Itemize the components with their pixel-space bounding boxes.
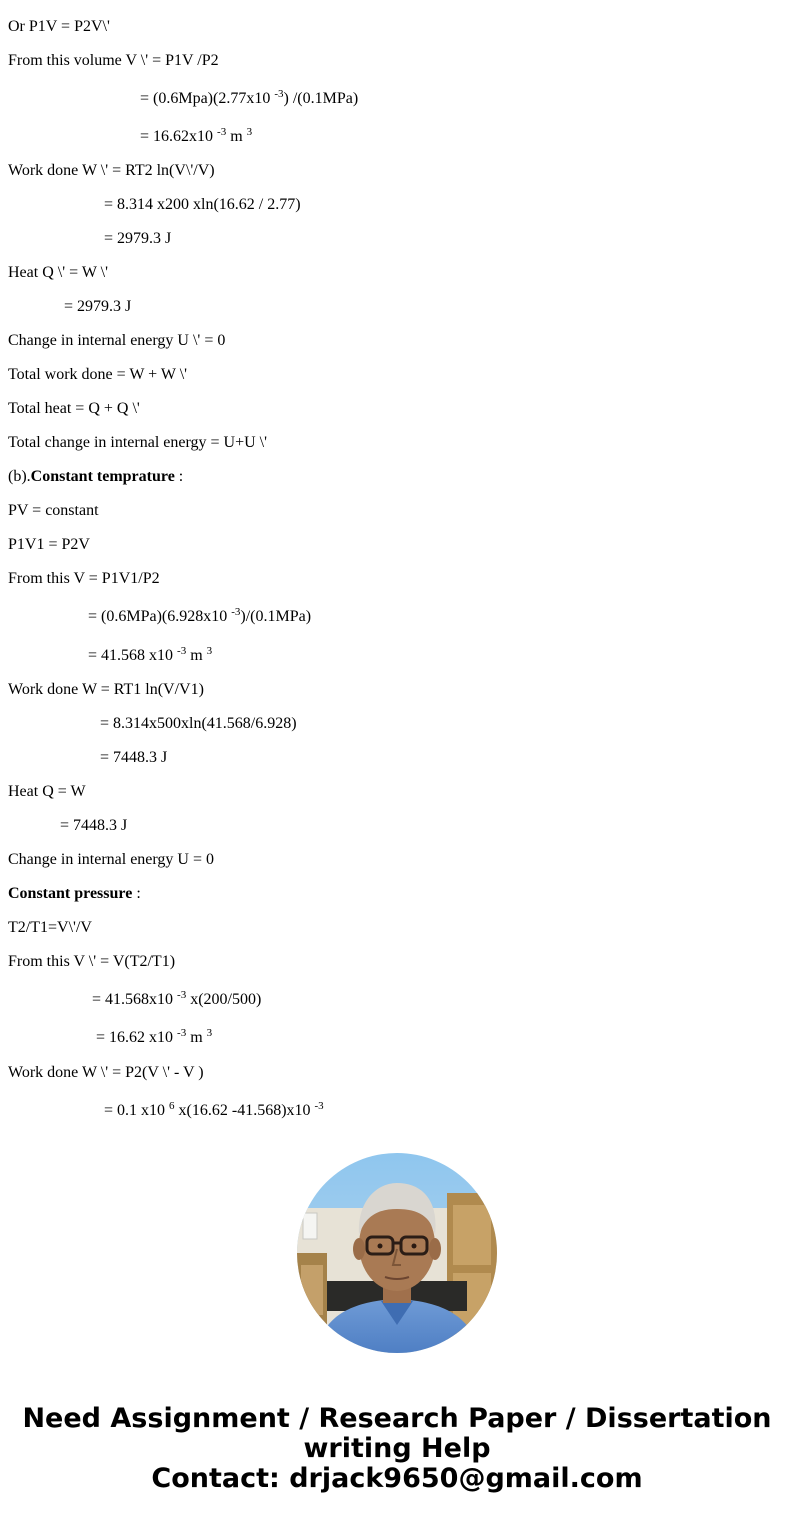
text-line: T2/T1=V\'/V: [8, 919, 92, 936]
equation-line: = 41.568 x10 $^{-3}$ m $^3$: [88, 645, 213, 664]
promo-footer: [0, 1404, 794, 1494]
portrait-image: [297, 1153, 497, 1353]
text-line: From this V \' = V(T2/T1): [8, 953, 176, 970]
equation-line: = 41.568x10 $^{-3}$ x(200/500): [92, 989, 262, 1008]
footer-headline: Need Assignment / Research Paper / Dissertation: [22, 1403, 772, 1434]
equation-line: = 0.1 x10 $^6$ x(16.62 -41.568)x10 $^{-3}$: [104, 1100, 324, 1119]
text-line: Change in internal energy U = 0: [8, 851, 215, 868]
text-line: Change in internal energy U \' = 0: [8, 332, 226, 349]
text-line: From this volume V \' = P1V /P2: [8, 52, 219, 69]
equation-line: = (0.6Mpa)(2.77x10 $^{-3}$) /(0.1MPa): [140, 88, 359, 107]
text-line: Or P1V = P2V\': [8, 18, 110, 35]
equation-line: = (0.6MPa)(6.928x10 $^{-3}$)/(0.1MPa): [88, 606, 312, 625]
equation-line: = 8.314x500xln(41.568/6.928): [100, 715, 297, 732]
text-line: Total work done = W + W \': [8, 366, 188, 383]
text-line: From this V = P1V1/P2: [8, 570, 160, 587]
text-line: Work done W \' = P2(V \' - V ): [8, 1064, 204, 1081]
equation-line: = 8.314 x200 xln(16.62 / 2.77): [104, 196, 301, 213]
section-heading: (b).Constant temprature :: [8, 468, 184, 485]
equation-line: = 2979.3 J: [104, 230, 172, 247]
contact-email: Contact: drjack9650@gmail.com: [151, 1463, 643, 1494]
equation-line: = 2979.3 J: [64, 298, 132, 315]
text-line: Heat Q = W: [8, 783, 86, 800]
text-line: P1V1 = P2V: [8, 536, 90, 553]
author-photo: [297, 1153, 497, 1353]
footer-subline: writing Help: [303, 1433, 491, 1464]
equation-line: = 7448.3 J: [60, 817, 128, 834]
text-line: Work done W \' = RT2 ln(V\'/V): [8, 162, 215, 179]
equation-line: = 16.62 x10 $^{-3}$ m $^3$: [96, 1027, 213, 1046]
text-line: Total change in internal energy = U+U \': [8, 434, 267, 451]
equation-line: = 7448.3 J: [100, 749, 168, 766]
text-line: Total heat = Q + Q \': [8, 400, 140, 417]
text-line: Heat Q \' = W \': [8, 264, 108, 281]
section-heading: Constant pressure :: [8, 885, 141, 902]
text-line: PV = constant: [8, 502, 99, 519]
equation-line: = 16.62x10 $^{-3}$ m $^3$: [140, 126, 253, 145]
text-line: Work done W = RT1 ln(V/V1): [8, 681, 204, 698]
